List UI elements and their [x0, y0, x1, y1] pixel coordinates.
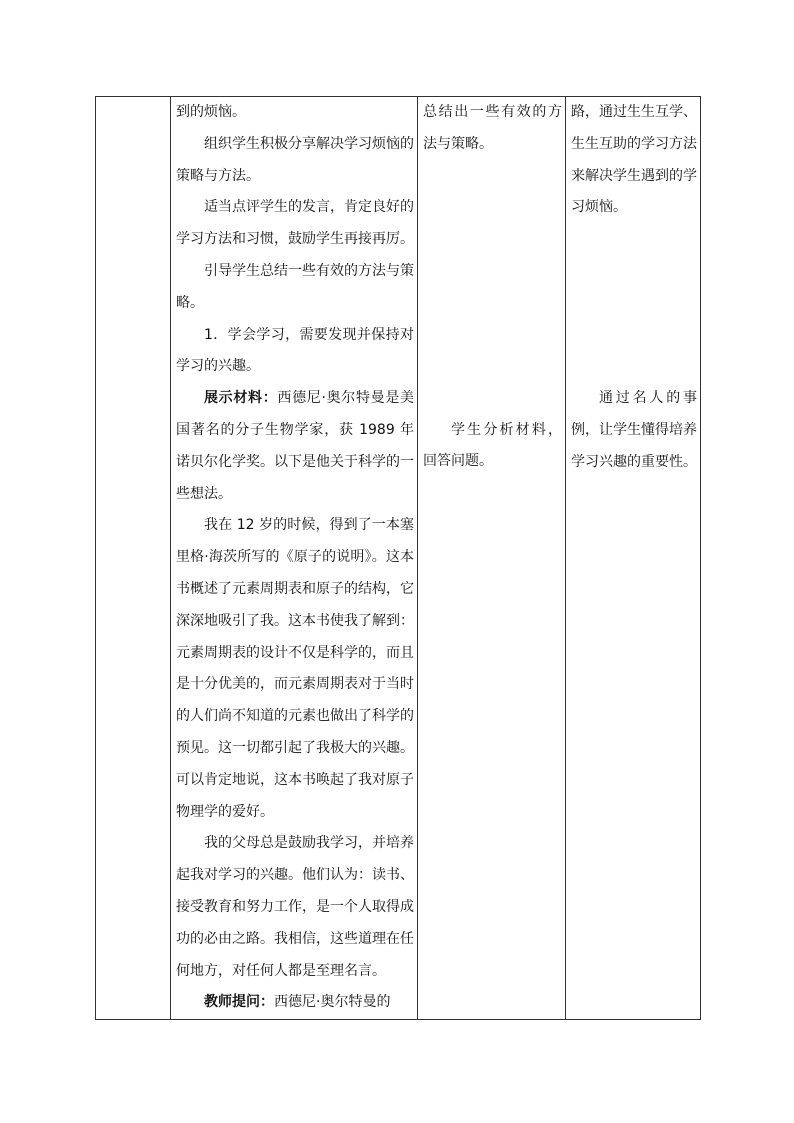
table-row: [96, 97, 701, 1020]
lesson-plan-table: [95, 96, 701, 1020]
material-paragraph: [176, 383, 414, 510]
story-paragraph: 我的父母总是鼓励我学习，并培养起我对学习的兴趣。他们认为：读书、接受教育和努力工作，是一个人取得成功的必由之路。我相信，这些道理在任何地方，对任何人都是至理名言。: [176, 835, 414, 979]
paragraph: 通过名人的事例，让学生懂得培养学习兴趣的重要性。: [571, 390, 697, 470]
material-label: 展示材料：: [204, 390, 278, 407]
paragraph: 到的烦恼。: [176, 104, 246, 120]
story-paragraph: 我在 12 岁的时候，得到了一本塞里格·海茨所写的《原子的说明》。这本书概述了元素周期表和原子的结构，它深深地吸引了我。这本书使我了解到：元素周期表的设计不仅是科学的，而且是十分优美的，而元素周期表对于当时的人们尚不知道的元素也做出了科学的预见。这一切都引起了我极大的兴趣。可以肯定地说，这本书唤起了我对原子物理学的爱好。: [176, 517, 414, 820]
paragraph: 总结出一些有效的方法与策略。: [423, 104, 562, 152]
question-text: 西德尼·奥尔特曼的: [274, 994, 391, 1011]
question-label: 教师提问：: [204, 994, 274, 1011]
question-paragraph: [176, 987, 414, 1019]
material-text: 西德尼·奥尔特曼是美国著名的分子生物学家，获 1989 年诺贝尔化学奖。以下是他关于科学的一些想法。: [176, 390, 415, 502]
paragraph: 路，通过生生互学、生生互助的学习方法来解决学生遇到的学习烦恼。: [571, 104, 697, 216]
teacher-activity-cell: [171, 97, 418, 1020]
paragraph: 适当点评学生的发言，肯定良好的学习方法和习惯，鼓励学生再接再厉。: [176, 199, 414, 248]
paragraph: 引导学生总结一些有效的方法与策略。: [176, 262, 414, 311]
stage-cell: [96, 97, 171, 1020]
paragraph: 组织学生积极分享解决学习烦恼的策略与方法。: [176, 135, 414, 184]
student-activity-cell: [418, 97, 566, 1020]
design-intent-cell: [566, 97, 701, 1020]
paragraph: 1．学会学习，需要发现并保持对学习的兴趣。: [176, 326, 414, 375]
paragraph: 学生分析材料，回答问题。: [423, 421, 562, 470]
